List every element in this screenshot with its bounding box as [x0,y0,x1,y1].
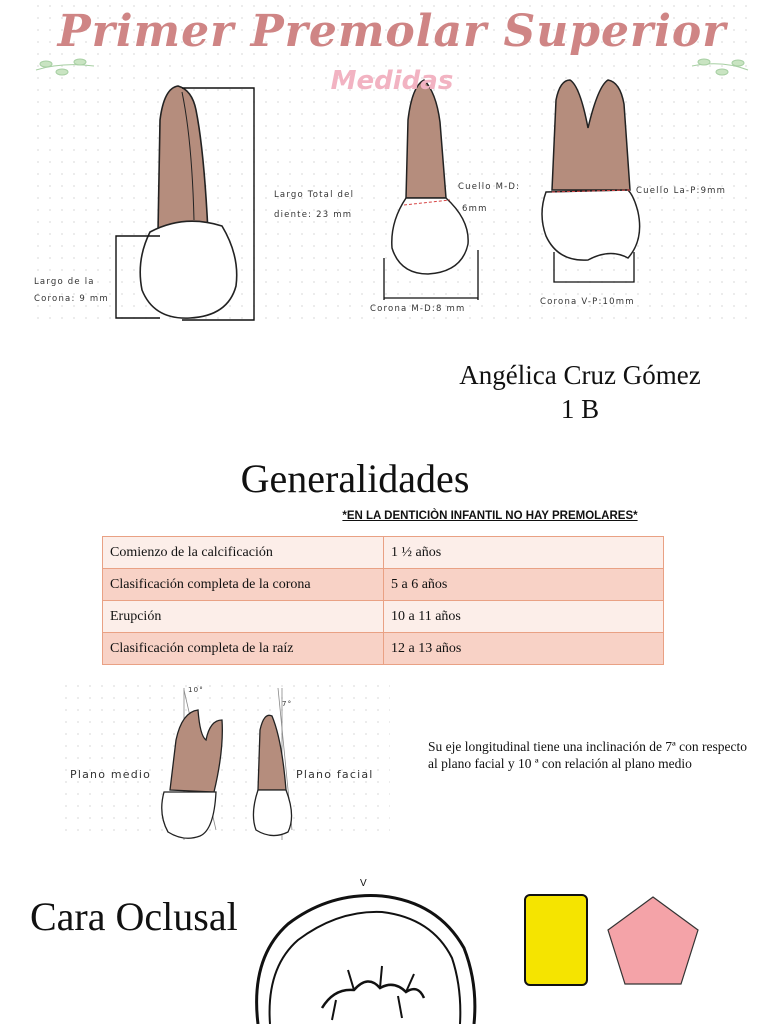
largo-total-label-1: Largo Total del [274,190,355,200]
table-cell-value: 10 a 11 años [384,601,664,633]
author-name: Angélica Cruz Gómez [459,360,701,390]
author-block [420,358,740,426]
generalidades-note: *EN LA DENTICIÒN INFANTIL NO HAY PREMOLARES* [342,510,638,522]
largo-total-label-2: diente: 23 mm [274,210,353,220]
corona-vp-label: Corona V-P:10mm [540,297,635,307]
author-group: 1 B [560,394,600,424]
largo-corona-label-2: Corona: 9 mm [34,294,109,304]
table-row [103,537,664,569]
measurements-figure [32,0,752,328]
section-title-oclusal: Cara Oclusal [30,894,238,939]
table-cell-value: 5 a 6 años [384,569,664,601]
table-row [103,633,664,665]
corona-md-label: Corona M-D:8 mm [370,304,466,314]
table-cell-label: Comienzo de la calcificación [103,537,384,569]
inclination-description: Su eje longitudinal tiene una inclinación de 7ª con respecto al plano facial y 10 ª con relación al plano medio [428,739,748,771]
inclination-drawing [60,680,390,840]
generalidades-table [102,536,664,665]
table-cell-label: Clasificación completa de la corona [103,569,384,601]
table-cell-value: 12 a 13 años [384,633,664,665]
cuello-md-label-2: 6mm [462,204,488,214]
inclination-figure [60,680,390,840]
shape-legend [518,888,708,992]
angle-facial-label: 7° [282,700,293,708]
cuello-md-label-1: Cuello M-D: [458,182,521,192]
yellow-rectangle-icon [525,895,587,985]
oclusal-marker: V [360,878,367,889]
table-row [103,601,664,633]
largo-corona-label-1: Largo de la [34,277,95,287]
page-title: Primer Premolar Superior [57,6,727,57]
plano-facial-label: Plano facial [296,768,374,781]
pink-pentagon-icon [608,897,698,984]
cuello-lap-label: Cuello La-P:9mm [636,186,727,196]
occlusal-drawing [248,888,488,1024]
section-title-generalidades: Generalidades [240,456,470,501]
table-cell-label: Erupción [103,601,384,633]
page-subtitle: Medidas [330,66,454,96]
table-cell-label: Clasificación completa de la raíz [103,633,384,665]
plano-medio-label: Plano medio [70,768,152,781]
angle-medio-label: 10° [188,686,205,694]
table-row [103,569,664,601]
table-cell-value: 1 ½ años [384,537,664,569]
